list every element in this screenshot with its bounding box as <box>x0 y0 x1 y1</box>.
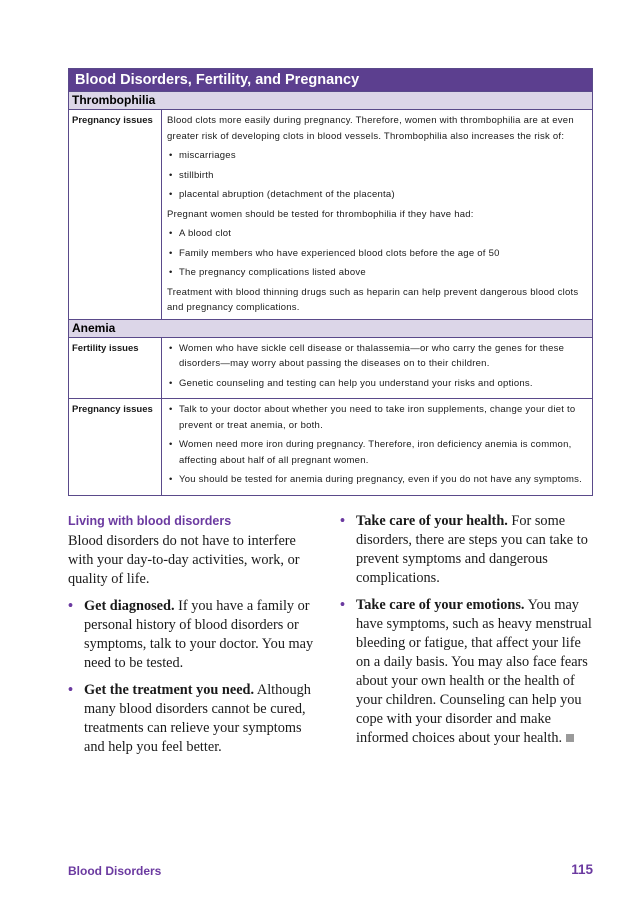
list-item: • Family members who have experienced blood clots before the age of 50 <box>167 246 586 262</box>
list-item <box>340 596 598 748</box>
footer-section-title: Blood Disorders <box>68 864 162 878</box>
list-item: • Women need more iron during pregnancy. Therefore, iron deficiency anemia is common, affecting about half of all pregnant women. <box>167 437 586 468</box>
tip-title: Get diagnosed. <box>84 598 175 614</box>
list-item: • You should be tested for anemia during pregnancy, even if you do not have any symptoms. <box>167 472 586 488</box>
page-number: 115 <box>571 862 593 877</box>
list-item: • Genetic counseling and testing can help you understand your risks and options. <box>167 376 586 392</box>
row-label-pregnancy-issues: Pregnancy issues <box>69 110 162 319</box>
test-list <box>167 226 586 281</box>
thrombophilia-intro: Blood clots more easily during pregnancy. Therefore, women with thrombophilia are at even greater risk of developing clots in blood vessels. Thrombophilia also increases the risk of: <box>167 115 574 142</box>
list-item: • miscarriages <box>167 148 586 164</box>
list-item: • A blood clot <box>167 226 586 242</box>
list-item: • Women who have sickle cell disease or thalassemia—or who carry the genes for these disorders—may worry about passing the diseases on to their children. <box>167 341 586 372</box>
bullet-icon: • <box>68 598 74 614</box>
tip-title: Take care of your health. <box>356 513 508 529</box>
section-heading-living: Living with blood disorders <box>68 514 232 528</box>
row-label-pregnancy-issues: Pregnancy issues <box>69 399 162 495</box>
list-item <box>340 512 598 588</box>
list-item: • Talk to your doctor about whether you need to take iron supplements, change your diet to prevent or treat anemia, or both. <box>167 402 586 433</box>
right-column <box>340 512 598 756</box>
table-row <box>69 337 592 399</box>
tip-text: If you have a family or personal history of blood disorders or symptoms, talk to your doctor. You may need to be tested. <box>84 598 314 671</box>
row-content <box>162 399 592 495</box>
row-content <box>162 110 592 319</box>
bullet-icon: • <box>340 597 346 613</box>
blood-disorders-table <box>68 68 593 496</box>
tips-list-right <box>340 512 598 748</box>
end-of-article-icon <box>566 734 574 742</box>
list-item <box>68 597 316 673</box>
section-anemia-heading: Anemia <box>69 319 592 337</box>
fertility-list <box>167 341 586 392</box>
left-column <box>68 512 316 765</box>
row-content <box>162 338 592 399</box>
tip-text: Although many blood disorders cannot be cured, treatments can relieve your symptoms and help you feel better. <box>84 682 311 755</box>
bullet-icon: • <box>340 513 346 529</box>
list-item: • The pregnancy complications listed above <box>167 265 586 281</box>
table-row <box>69 398 592 495</box>
list-item: • placental abruption (detachment of the placenta) <box>167 187 586 203</box>
anemia-pregnancy-list <box>167 402 586 488</box>
treatment-note: Treatment with blood thinning drugs such as heparin can help prevent dangerous blood clots and pregnancy complications. <box>167 286 579 313</box>
tips-list-left <box>68 597 316 757</box>
tip-text: For some disorders, there are steps you can take to prevent symptoms and dangerous complications. <box>356 513 588 586</box>
row-label-fertility-issues: Fertility issues <box>69 338 162 399</box>
table-title: Blood Disorders, Fertility, and Pregnancy <box>69 69 592 91</box>
risk-list <box>167 148 586 203</box>
section-thrombophilia-heading: Thrombophilia <box>69 91 592 109</box>
bullet-icon: • <box>68 682 74 698</box>
test-intro: Pregnant women should be tested for thrombophilia if they have had: <box>167 208 474 220</box>
tip-title: Take care of your emotions. <box>356 597 525 613</box>
list-item: • stillbirth <box>167 168 586 184</box>
living-intro: Blood disorders do not have to interfere with your day-to-day activities, work, or quality of life. <box>68 533 300 587</box>
tip-title: Get the treatment you need. <box>84 682 255 698</box>
list-item <box>68 681 316 757</box>
table-row <box>69 109 592 319</box>
tip-text: You may have symptoms, such as heavy menstrual bleeding or fatigue, that affect your life on a daily basis. You may also face fears about your own health or the health of your children. Counseling can help you cope with your disorder and make informed choices about your health. <box>356 597 592 746</box>
